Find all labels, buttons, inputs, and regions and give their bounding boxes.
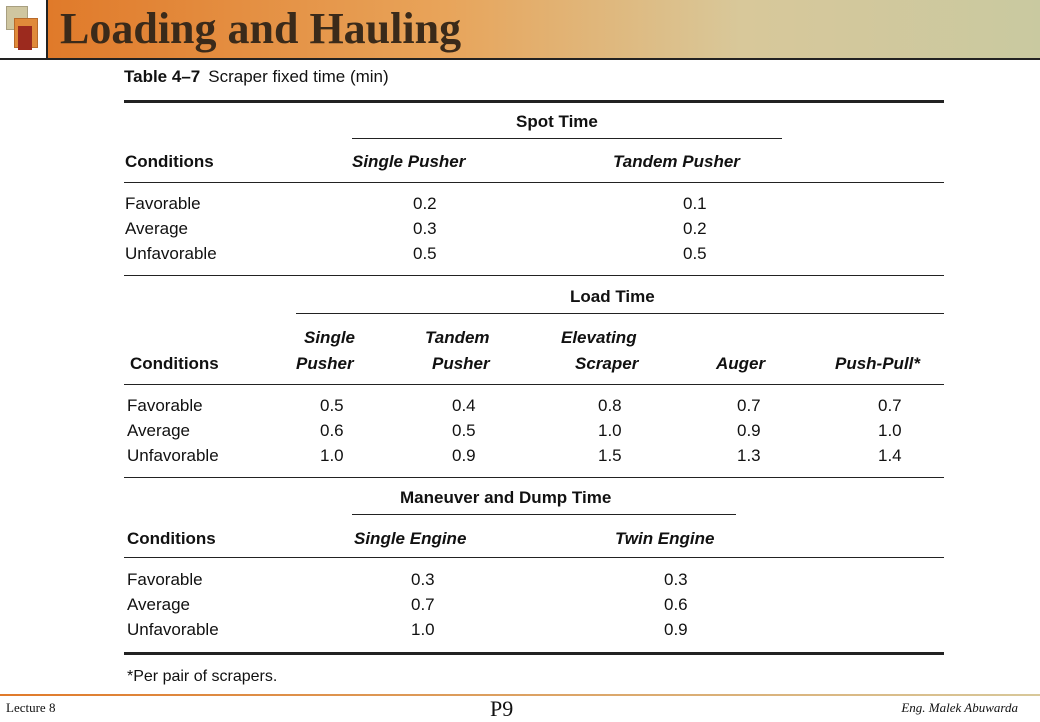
load-col-push-pull: Push-Pull* <box>835 354 921 373</box>
spot-row-condition: Favorable <box>125 194 201 213</box>
footer-page-number: P9 <box>490 696 514 721</box>
load-row-value: 1.0 <box>320 446 344 465</box>
spot-col-tandem-pusher: Tandem Pusher <box>613 152 740 171</box>
title-underline <box>0 58 1040 60</box>
spot-time-heading: Spot Time <box>516 112 598 131</box>
footer-bar <box>0 694 1040 696</box>
spot-header-rule <box>124 182 944 183</box>
load-col-auger: Auger <box>716 354 766 373</box>
maneuver-row-condition: Unfavorable <box>127 620 219 639</box>
load-row-value: 1.0 <box>598 421 622 440</box>
spot-row-condition: Average <box>125 219 189 238</box>
load-row-value: 1.0 <box>878 421 902 440</box>
spot-row-value: 0.1 <box>683 194 707 213</box>
maneuver-conditions-label: Conditions <box>127 529 216 548</box>
load-col-tandem-line2: Pusher <box>432 354 490 373</box>
load-row-value: 0.9 <box>737 421 761 440</box>
load-row-value: 0.5 <box>452 421 476 440</box>
table-caption-text: Scraper fixed time (min) <box>208 67 389 86</box>
load-row-condition: Favorable <box>127 396 203 415</box>
slide-logo <box>0 0 46 60</box>
load-row-value: 0.6 <box>320 421 344 440</box>
maneuver-row-condition: Average <box>127 595 191 614</box>
load-col-tandem-line1: Tandem <box>425 328 490 347</box>
load-row-condition: Average <box>127 421 191 440</box>
load-row-value: 0.4 <box>452 396 476 415</box>
load-col-elevating-line1: Elevating <box>561 328 637 347</box>
maneuver-row-value: 0.3 <box>411 570 435 589</box>
table-caption <box>124 67 389 87</box>
spot-row-condition: Unfavorable <box>125 244 217 263</box>
load-row-value: 1.4 <box>878 446 902 465</box>
maneuver-row-condition: Favorable <box>127 570 203 589</box>
spot-row-value: 0.2 <box>683 219 707 238</box>
load-row-condition: Unfavorable <box>127 446 219 465</box>
slide-title: Loading and Hauling <box>60 4 462 53</box>
spot-row-value: 0.2 <box>413 194 437 213</box>
spot-col-single-pusher: Single Pusher <box>352 152 466 171</box>
table-top-rule <box>124 100 944 103</box>
load-section-rule <box>124 477 944 478</box>
table-bottom-rule <box>124 652 944 655</box>
maneuver-col-single-engine: Single Engine <box>354 529 467 548</box>
maneuver-row-value: 0.9 <box>664 620 688 639</box>
maneuver-row-value: 0.7 <box>411 595 435 614</box>
maneuver-row-value: 0.6 <box>664 595 688 614</box>
load-row-value: 1.3 <box>737 446 761 465</box>
table-caption-label: Table 4–7 <box>124 67 201 86</box>
load-heading-rule <box>296 313 944 314</box>
load-col-single-line1: Single <box>304 328 356 347</box>
load-row-value: 1.5 <box>598 446 622 465</box>
table-footnote: *Per pair of scrapers. <box>127 668 278 685</box>
load-row-value: 0.7 <box>878 396 902 415</box>
footer-lecture: Lecture 8 <box>6 700 56 715</box>
spot-section-rule <box>124 275 944 276</box>
load-row-value: 0.8 <box>598 396 622 415</box>
load-header-rule <box>124 384 944 385</box>
load-conditions-label: Conditions <box>130 354 219 373</box>
spot-heading-rule <box>352 138 782 139</box>
load-row-value: 0.7 <box>737 396 761 415</box>
maneuver-row-value: 1.0 <box>411 620 435 639</box>
logo-square-red <box>18 26 32 50</box>
load-time-heading: Load Time <box>570 287 655 306</box>
spot-row-value: 0.5 <box>413 244 437 263</box>
footer-author: Eng. Malek Abuwarda <box>901 700 1018 715</box>
maneuver-heading: Maneuver and Dump Time <box>400 488 612 507</box>
maneuver-heading-rule <box>352 514 736 515</box>
load-row-value: 0.9 <box>452 446 476 465</box>
maneuver-row-value: 0.3 <box>664 570 688 589</box>
load-col-elevating-line2: Scraper <box>575 354 639 373</box>
load-row-value: 0.5 <box>320 396 344 415</box>
spot-conditions-label: Conditions <box>125 152 214 171</box>
maneuver-col-twin-engine: Twin Engine <box>615 529 715 548</box>
spot-row-value: 0.5 <box>683 244 707 263</box>
maneuver-header-rule <box>124 557 944 558</box>
load-col-single-line2: Pusher <box>296 354 354 373</box>
spot-row-value: 0.3 <box>413 219 437 238</box>
